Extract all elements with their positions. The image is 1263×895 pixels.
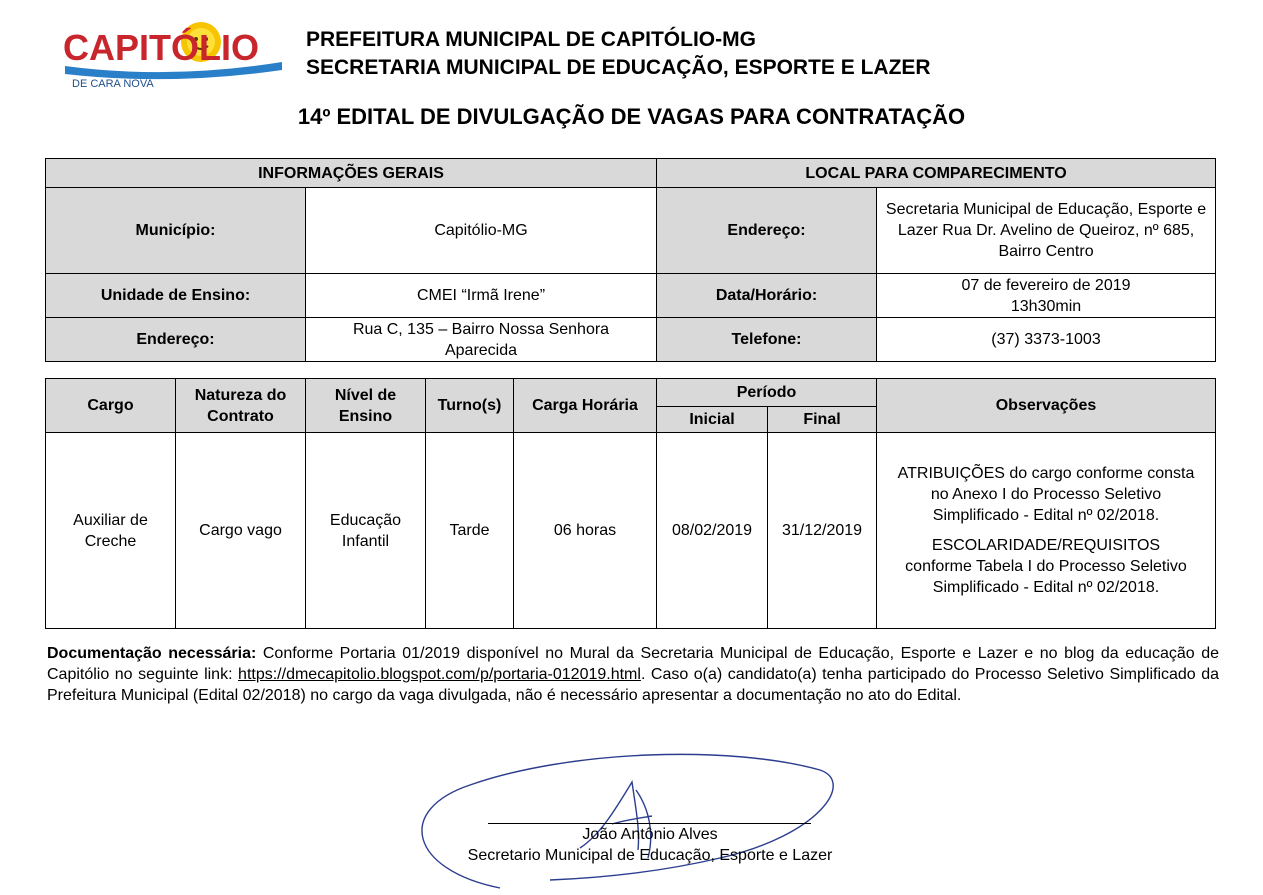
handwritten-signature	[400, 740, 840, 890]
col-header-nivel: Nível de Ensino	[306, 379, 426, 433]
info-header-right: LOCAL PARA COMPARECIMENTO	[657, 159, 1216, 188]
telefone-value: (37) 3373-1003	[877, 318, 1216, 362]
info-header-row	[46, 159, 1216, 188]
municipio-label: Município:	[46, 188, 306, 274]
data-horario-value: 07 de fevereiro de 2019 13h30min	[877, 274, 1216, 318]
info-header-left: INFORMAÇÕES GERAIS	[46, 159, 657, 188]
general-info-table	[45, 158, 1216, 362]
observacao-escolaridade: ESCOLARIDADE/REQUISITOS conforme Tabela I do Processo Seletivo Simplificado - Edital nº 02/2018.	[905, 537, 1187, 596]
municipio-value: Capitólio-MG	[306, 188, 657, 274]
signatory-role: Secretario Municipal de Educação, Esporte e Lazer	[467, 847, 833, 864]
col-header-inicial: Inicial	[657, 407, 768, 433]
unidade-value: CMEI “Irmã Irene”	[306, 274, 657, 318]
document-title: 14º EDITAL DE DIVULGAÇÃO DE VAGAS PARA CONTRATAÇÃO	[297, 104, 966, 129]
inicial-cell: 08/02/2019	[657, 433, 768, 629]
portaria-link[interactable]: https://dmecapitolio.blogspot.com/p/portaria-012019.html	[238, 666, 641, 683]
col-header-carga: Carga Horária	[514, 379, 657, 433]
natureza-cell: Cargo vago	[176, 433, 306, 629]
documentation-text-2: . Caso o(a) candidato(a) tenha participado do Processo Seletivo Simplificado da Prefeitura Municipal (Edital 02/2018) no cargo da vaga divulgada, não é necessário apresentar a documentação no ato do Edital.	[47, 666, 1220, 704]
carga-cell: 06 horas	[514, 433, 657, 629]
turno-cell: Tarde	[426, 433, 514, 629]
info-row	[46, 188, 1216, 274]
col-header-observacoes: Observações	[877, 379, 1216, 433]
unidade-label: Unidade de Ensino:	[46, 274, 306, 318]
observacoes-cell	[877, 433, 1216, 629]
logo-tagline: DE CARA NOVA	[72, 78, 154, 90]
observacao-atribuicoes: ATRIBUIÇÕES do cargo conforme consta no Anexo I do Processo Seletivo Simplificado - Edital nº 02/2018.	[897, 465, 1195, 524]
signature-line	[488, 823, 811, 824]
col-header-turno: Turno(s)	[426, 379, 514, 433]
col-header-cargo: Cargo	[46, 379, 176, 433]
logo-graphic	[60, 16, 286, 92]
endereco-local-label: Endereço:	[657, 188, 877, 274]
page-header	[306, 26, 931, 82]
telefone-label: Telefone:	[657, 318, 877, 362]
signatory-name: João Antônio Alves	[582, 826, 718, 843]
data-horario-label: Data/Horário:	[657, 274, 877, 318]
vacancies-header-row	[46, 379, 1216, 407]
documentation-text-1: Conforme Portaria 01/2019 disponível no Mural da Secretaria Municipal de Educação, Esporte e Lazer e no blog da educação de Capitólio no seguinte link:	[47, 645, 1219, 683]
col-header-periodo: Período	[657, 379, 877, 407]
endereco-label: Endereço:	[46, 318, 306, 362]
col-header-final: Final	[768, 407, 877, 433]
header-line-1: PREFEITURA MUNICIPAL DE CAPITÓLIO-MG	[306, 28, 756, 51]
table-row	[46, 433, 1216, 629]
nivel-cell: Educação Infantil	[306, 433, 426, 629]
info-row	[46, 318, 1216, 362]
endereco-value: Rua C, 135 – Bairro Nossa Senhora Aparecida	[306, 318, 657, 362]
documentation-label: Documentação necessária:	[47, 645, 257, 662]
cargo-cell: Auxiliar de Creche	[46, 433, 176, 629]
endereco-local-value: Secretaria Municipal de Educação, Esporte e Lazer Rua Dr. Avelino de Queiroz, nº 685, Bairro Centro	[877, 188, 1216, 274]
info-row	[46, 274, 1216, 318]
vacancies-table	[45, 378, 1216, 629]
header-line-2: SECRETARIA MUNICIPAL DE EDUCAÇÃO, ESPORTE E LAZER	[306, 56, 931, 79]
logo-main-text: CAPITÓLIO	[63, 27, 259, 68]
capitolio-logo	[60, 16, 286, 92]
final-cell: 31/12/2019	[768, 433, 877, 629]
documentation-paragraph	[47, 643, 1219, 706]
col-header-natureza: Natureza do Contrato	[176, 379, 306, 433]
